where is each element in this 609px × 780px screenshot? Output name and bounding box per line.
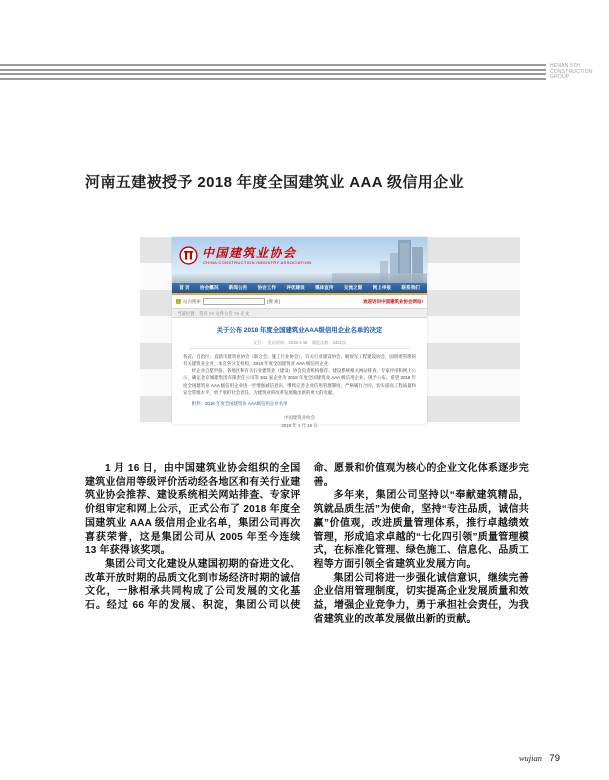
webpage-article-title: 关于公布 2018 年度全国建筑业AAA级信用企业名单的决定 (216, 327, 383, 334)
embedded-webpage-screenshot (140, 237, 520, 428)
nav-item-about[interactable]: 协会概况 (200, 285, 219, 290)
masthead-rules (0, 64, 546, 82)
signature-date: 2019 年 1 月 16 日 (281, 422, 318, 428)
webpage-search-row (172, 295, 427, 308)
brand-line: HENAN 5TH (550, 63, 581, 69)
journal-name: wujian (518, 753, 542, 763)
masthead-rule-line (0, 73, 546, 75)
nav-item-exchange[interactable]: 交流之窗 (343, 285, 363, 290)
nav-item-work[interactable]: 协会工作 (257, 285, 276, 290)
search-input[interactable] (203, 298, 265, 305)
breadcrumb[interactable]: 当前位置：首页 >> 文件公告 >> 正文 (172, 308, 427, 318)
signature-org: 中国建筑业协会 (284, 414, 315, 420)
masthead-rule-line (0, 64, 546, 66)
body-paragraph: 集团公司文化建设从建国初期的奋进文化、改革开放时期的品质文化到市场经济时期的诚信文化，一脉相承共同构成了公司发展的文化基石。经过 66 年的发展、积淀，集团公司以使命、愿景和价值观为核心的企业文化体系逐步完善。 (85, 463, 529, 612)
ccia-logo-icon (179, 246, 198, 265)
welcome-marquee-text: 欢迎访问中国建筑业协会网站! (363, 298, 423, 304)
brand-line: CONSTRUCTION (550, 68, 593, 75)
masthead-rule-line (0, 69, 546, 71)
search-icon (176, 299, 181, 304)
body-paragraph: 多年来，集团公司坚持以“奉献建筑精品，筑就品质生活”为使命，坚持“专注品质，诚信共赢”价值观，改进质量管理体系，推行卓越绩效管理，形成追求卓越的“七化四引领”质量管理模式，在标准化管理、绿色施工、信息化、品质工程等方面引领全省建筑业发展方向。 (313, 490, 529, 570)
nav-item-home[interactable]: 首 页 (179, 285, 190, 290)
site-name: 中国建筑业协会 (202, 246, 297, 260)
webpage-paragraph: 各省、自治区、直辖市建筑业协会（联合会、施工行业协会），有关行业建设协会，解放军工程建设协会，国资委管理的有关建筑业企业，本会各分支机构，2018 年度全国建筑业 AAA 级信用企业： (183, 354, 416, 367)
webpage-article-meta: 文号： 发布时间：2019-1-16 浏览次数：3421次 (189, 338, 410, 349)
attachment-link[interactable]: 附件：2018 年度全国建筑业 AAA级信用企业名单 (191, 400, 288, 406)
page-number: 79 (549, 753, 560, 764)
article-body-columns (85, 462, 529, 634)
brand-block (550, 64, 606, 81)
nav-item-awards[interactable]: 评优建设 (286, 285, 305, 290)
webpage-paragraph: 经企业自愿申报、各地区和有关行业建筑业（建设）协会负责机构推荐、建设系统相关网站排查、专家评审和网上公示，确定北京城建集团有限责任公司等 342 家企业为 2018 年度全国建筑业 AAA 级信用企业，现予公布。希望 2018 年度全国建筑业 AAA 级信用企业进一步增强诚信意识，继续完善企业信用管理制度，严格履行合同，切实提高工程质量和安全管理水平，勇于承担社会责任，为建筑业的改革发展做出新的更大的贡献。 (183, 368, 416, 395)
page-footer (0, 748, 560, 766)
search-button[interactable]: [搜 索] (267, 298, 280, 304)
webpage-article (172, 318, 427, 430)
search-label: 站内搜索 (183, 298, 201, 304)
webpage-navbar (172, 283, 427, 295)
webpage-signature (183, 414, 416, 430)
nav-item-news[interactable]: 新闻公告 (228, 285, 248, 290)
body-paragraph: 集团公司将进一步强化诚信意识，继续完善企业信用管理制度，切实提高企业发展质量和效益，增强企业竞争力，勇于承担社会责任，为我省建筑业的改革发展做出新的贡献。 (313, 572, 529, 625)
nav-item-media[interactable]: 媒体宣传 (315, 285, 334, 290)
nav-item-online-apply[interactable]: 网上申报 (372, 285, 392, 290)
webpage-window (172, 237, 427, 428)
skyline-strip (172, 274, 427, 283)
nav-item-contact[interactable]: 联系我们 (401, 285, 420, 290)
webpage-banner (172, 237, 427, 283)
body-paragraph: 1 月 16 日，由中国建筑业协会组织的全国建筑业信用等级评价活动经各地区和有关行业建筑业协会推荐、建设系统相关网站排查、专家评价组审定和网上公示，正式公布了 2018 年度全国建筑业 AAA 级信用企业名单，集团公司再次喜获荣誉，这是集团公司从 2005 年至今连续 13 年获得该奖项。 (85, 463, 301, 557)
masthead-rule-line (0, 78, 546, 80)
site-name-english: CHINA CONSTRUCTION INDUSTRY ASSOCIATION (203, 260, 312, 265)
brand-line: GROUP (550, 74, 570, 81)
article-headline: 河南五建被授予 2018 年度全国建筑业 AAA 级信用企业 (85, 174, 464, 191)
